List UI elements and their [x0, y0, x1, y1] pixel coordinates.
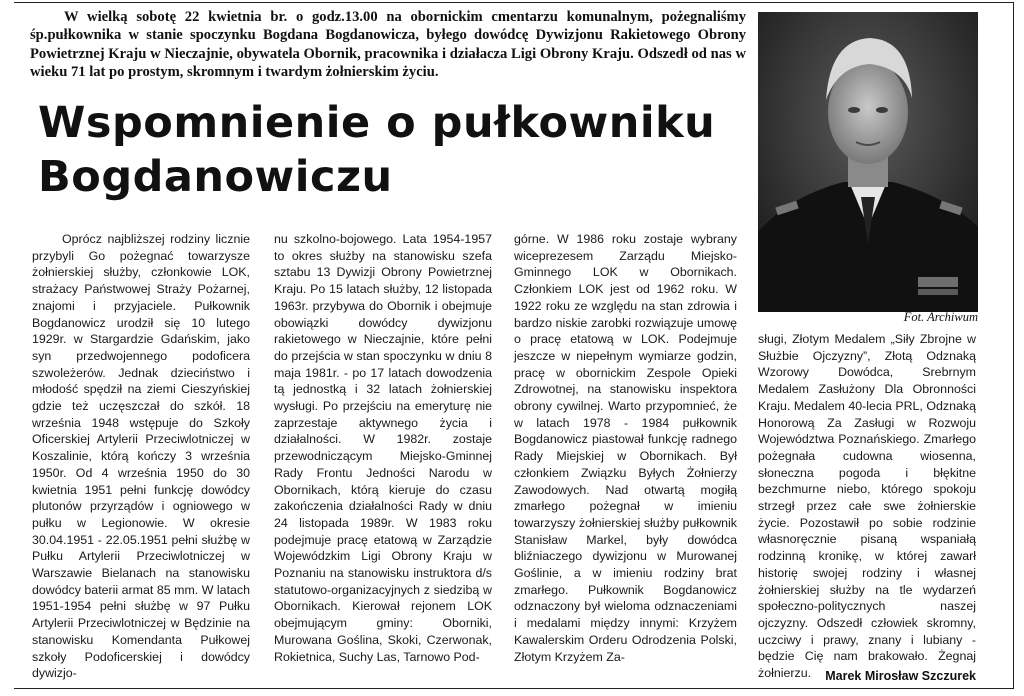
- photo-credit: Fot. Archiwum: [903, 310, 978, 324]
- body-column-1: Oprócz najbliższej rodziny licznie przybyli Go pożegnać towarzysze żołnierskiej służby, członkowie LOK, strażacy Państwowej Straży Pożarnej, znajomi i przyjaciele. Pułkownik Bogdanowicz urodził się 10 lutego 1929r. w Stargardzie Gdańskim, jako syn przedwojennego podoficera szwoleżerów. Jednak dzieciństwo i młodość spędził na ziemi Cieszyńskiej gdzie też uczęszczał do szkół. 18 września 1948 wstępuje do Szkoły Oficerskiej Artylerii Przeciwlotniczej w Koszalinie, którą kończy 3 września 1950r. Od 4 września 1950 do 30 kwietnia 1951 pełni funkcję dowódcy plutonów przyrządów i ogniowego w pułku w Legionowie. W okresie 30.04.1951 - 22.05.1951 pełni służbę w Pułku Artylerii Przeciwlotniczej w Warszawie Bielanach na stanowisku dowódcy baterii armat 85 mm. W latach 1951-1954 pełni służbę w 97 Pułku Artylerii Przeciwlotniczej w Będzinie na stanowisku Komendanta Pułkowej szkoły Podoficerskiej i dowódcy dywizjo-: [32, 232, 250, 681]
- portrait-photo: [758, 12, 978, 312]
- article-lead: W wielką sobotę 22 kwietnia br. o godz.13.00 na obornickim cmentarzu komunalnym, pożegnaliśmy śp.pułkownika w stanie spoczynku Bogdana Bogdanowicza, byłego dowódcę Dywizjonu Rakietowego Obrony Powietrznej Kraju w Nieczajnie, obywatela Obornik, pracownika i działacza Ligi Obrony Kraju. Odszedł od nas w wieku 71 lat po prostym, skromnym i twardym żołnierskim życiu.: [30, 9, 746, 81]
- body-column-2: nu szkolno-bojowego. Lata 1954-1957 to okres służby na stanowisku szefa sztabu 13 Dywizji Obrony Powietrznej Kraju. Po 15 latach służby, 12 listopada 1963r. przybywa do Obornik i obejmuje obowiązki dowódcy dywizjonu rakietowego w Nieczajnie, które pełni do przejścia w stan spoczynku w dniu 8 maja 1981r. - po 17 latach dowodzenia tą jednostką i 32 latach żołnierskiej wysługi. Po przejściu na emeryturę nie zaprzestaje aktywnego życia i działalności. W 1982r. zostaje przewodniczącym Miejsko-Gminnej Rady Frontu Jedności Narodu w Obornikach, którą kieruje do czasu zakończenia działalności Rady w dniu 24 listopada 1989r. W 1983 roku podejmuje pracę etatową w Zarządzie Wojewódzkim Ligi Obrony Kraju w Poznaniu na stanowisku instruktora d/s statutowo-organizacyjnych z siedzibą w Obornikach. Kierował rejonem LOK obejmującym gminy: Oborniki, Murowana Goślina, Skoki, Czerwonak, Rokietnica, Suchy Las, Tarnowo Pod-: [274, 232, 492, 664]
- top-rule: [14, 2, 1014, 3]
- portrait-image: [758, 12, 978, 312]
- bottom-rule: [14, 688, 1014, 689]
- right-border: [1013, 2, 1014, 688]
- article-headline: Wspomnienie o pułkowniku Bogdanowiczu: [38, 98, 716, 202]
- body-column-4: sługi, Złotym Medalem „Siły Zbrojne w Służbie Ojczyzny”, Złotą Odznaką Wzorowy Dowódca, Srebrnym Medalem Zasłużony Dla Obronności Kraju. Medalem 40-lecia PRL, Odznaką Honorową Za Zasługi w Rozwoju Województwa Poznańskiego. Zmarłego pożegnała cudowna wiosenna, słoneczna pogoda i błękitne bezchmurne niebo, którego spokoju strzegł przez całe swe żołnierskie życie. Pozostawił po sobie rodzinie własnoręcznie pisaną wspaniałą rodzinną kronikę, w której zawarł historię swojej rodziny i własnej żołnierskiej służby na tle wydarzeń społeczno-politycznych naszej ojczyzny. Odszedł człowiek skromny, uczciwy i prawy, znany i lubiany - będzie Cię nam brakowało. Żegnaj żołnierzu.: [758, 332, 976, 681]
- body-column-3: górne. W 1986 roku zostaje wybrany wiceprezesem Zarządu Miejsko-Gminnego LOK w Obornikach. Członkiem LOK jest od 1962 roku. W 1922 roku ze względu na stan zdrowia i bardzo niskie zarobki rozwiązuje umowę o pracę etatową w LOK. Podejmuje jeszcze w niepełnym wymiarze godzin, pracę w obornickim Zespole Opieki Zdrowotnej, na stanowisku inspektora obrony cywilnej. Warto przypomnieć, że w latach 1978 - 1984 pułkownik Bogdanowicz piastował funkcję radnego Rady Miejskiej w Obornikach. Był członkiem Związku Byłych Żołnierzy Zawodowych. Nad otwartą mogiłą zmarłego pożegnał w imieniu towarzyszy żołnierskiej służby pułkownik Stanisław Markel, były dowódca bliźniaczego dywizjonu w Murowanej Goślinie, a w imieniu rodziny brat zmarłego. Pułkownik Bogdanowicz odznaczony był wieloma odznaczeniami i medalami między innymi: Krzyżem Kawalerskim Orderu Odrodzenia Polski, Złotym Krzyżem Za-: [514, 232, 737, 664]
- author-signature: Marek Mirosław Szczurek: [825, 669, 976, 683]
